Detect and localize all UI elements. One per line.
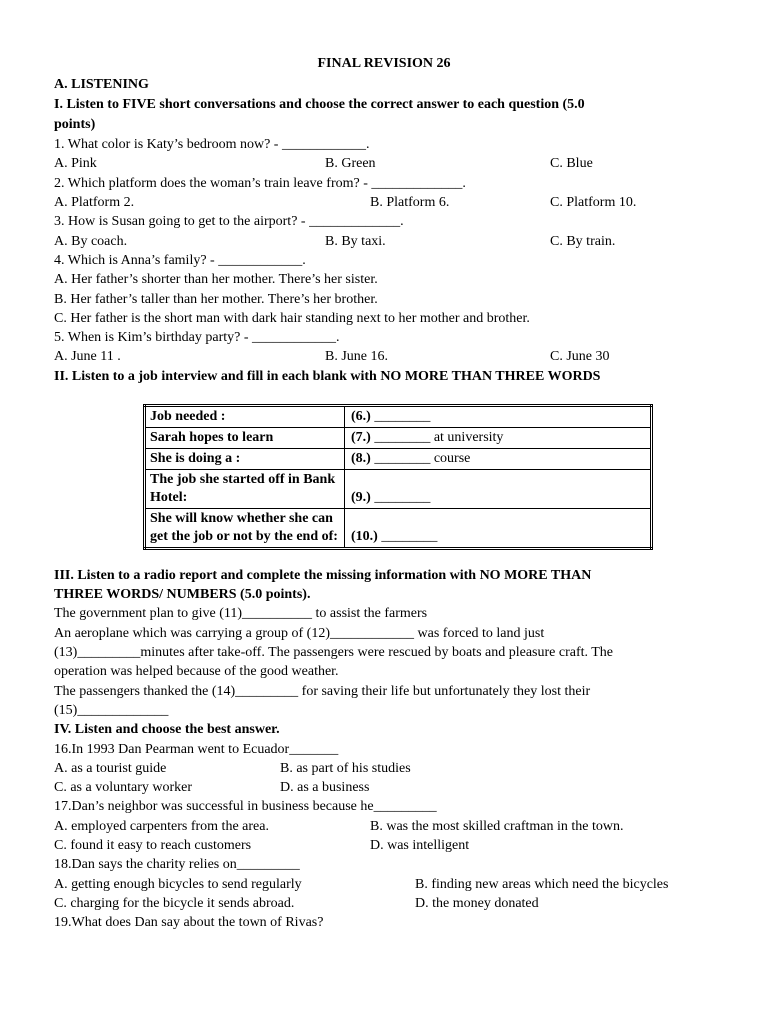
question-16: 16.In 1993 Dan Pearman went to Ecuador_______ <box>54 742 339 757</box>
row-answer <box>345 449 652 470</box>
row-answer <box>345 428 652 449</box>
part-1-heading: I. Listen to FIVE short conversations and choose the correct answer to each question (5.0 <box>54 97 585 112</box>
option-4a: A. Her father’s shorter than her mother. There’s her sister. <box>54 272 378 287</box>
part-3-heading: III. Listen to a radio report and complete the missing information with NO MORE THAN <box>54 568 592 583</box>
option-18b: B. finding new areas which need the bicycles <box>415 877 669 892</box>
report-line-1: The government plan to give (11)__________ to assist the farmers <box>54 606 428 621</box>
blank-number: (7.) <box>351 430 371 445</box>
option-4b: B. Her father’s taller than her mother. There’s her brother. <box>54 292 378 307</box>
option-18a: A. getting enough bicycles to send regularly <box>54 877 302 892</box>
row-label: The job she started off in Bank Hotel: <box>145 470 345 509</box>
row-answer <box>345 406 652 428</box>
row-answer <box>345 470 652 509</box>
part-1-heading-cont: points) <box>54 117 96 132</box>
option-2a: A. Platform 2. <box>54 195 135 210</box>
option-18d: D. the money donated <box>415 896 539 911</box>
option-17c: C. found it easy to reach customers <box>54 838 252 853</box>
part-2-heading: II. Listen to a job interview and fill in each blank with NO MORE THAN THREE WORDS <box>54 369 601 384</box>
question-18: 18.Dan says the charity relies on_________ <box>54 857 300 872</box>
blank-number: (10.) <box>351 529 378 544</box>
table-row <box>145 470 652 509</box>
option-17b: B. was the most skilled craftman in the town. <box>370 819 624 834</box>
answer-blank: ________ <box>374 451 431 466</box>
option-5c: C. June 30 <box>550 349 610 364</box>
question-5: 5. When is Kim’s birthday party? - ____________. <box>54 330 340 345</box>
answer-blank: ________ <box>381 529 438 544</box>
table-row <box>145 509 652 549</box>
table-row <box>145 449 652 470</box>
part-4-heading: IV. Listen and choose the best answer. <box>54 722 280 737</box>
answer-blank: ________ <box>374 490 431 505</box>
blank-number: (8.) <box>351 451 371 466</box>
table-row <box>145 428 652 449</box>
option-17d: D. was intelligent <box>370 838 470 853</box>
option-1c: C. Blue <box>550 156 593 171</box>
question-19: 19.What does Dan say about the town of Rivas? <box>54 915 324 930</box>
report-line-5: The passengers thanked the (14)_________ for saving their life but unfortunately they lost their <box>54 684 591 699</box>
table-row <box>145 406 652 428</box>
question-3: 3. How is Susan going to get to the airport? - _____________. <box>54 214 404 229</box>
report-line-3: (13)_________minutes after take-off. The passengers were rescued by boats and pleasure craft. The <box>54 645 614 660</box>
job-interview-table <box>143 404 653 550</box>
option-16c: C. as a voluntary worker <box>54 780 193 795</box>
option-16b: B. as part of his studies <box>280 761 411 776</box>
option-16d: D. as a business <box>280 780 370 795</box>
option-2b: B. Platform 6. <box>370 195 450 210</box>
question-4: 4. Which is Anna’s family? - ____________. <box>54 253 306 268</box>
page-title: FINAL REVISION 26 <box>317 56 451 71</box>
row-suffix: at university <box>430 430 504 445</box>
answer-blank: ________ <box>374 430 431 445</box>
row-label: Job needed : <box>145 406 345 428</box>
row-label: She is doing a : <box>145 449 345 470</box>
option-1b: B. Green <box>325 156 376 171</box>
row-label: Sarah hopes to learn <box>145 428 345 449</box>
report-line-6: (15)_____________ <box>54 703 169 718</box>
row-answer <box>345 509 652 549</box>
question-2: 2. Which platform does the woman’s train leave from? - _____________. <box>54 176 466 191</box>
row-suffix: course <box>430 451 471 466</box>
blank-number: (9.) <box>351 490 371 505</box>
option-18c: C. charging for the bicycle it sends abroad. <box>54 896 295 911</box>
option-16a: A. as a tourist guide <box>54 761 167 776</box>
option-2c: C. Platform 10. <box>550 195 637 210</box>
answer-blank: ________ <box>374 409 431 424</box>
report-line-4: operation was helped because of the good weather. <box>54 664 339 679</box>
report-line-2: An aeroplane which was carrying a group of (12)____________ was forced to land just <box>54 626 545 641</box>
option-3a: A. By coach. <box>54 234 128 249</box>
option-4c: C. Her father is the short man with dark hair standing next to her mother and brother. <box>54 311 530 326</box>
question-17: 17.Dan’s neighbor was successful in business because he_________ <box>54 799 437 814</box>
option-1a: A. Pink <box>54 156 97 171</box>
option-3b: B. By taxi. <box>325 234 386 249</box>
option-5b: B. June 16. <box>325 349 388 364</box>
option-5a: A. June 11 . <box>54 349 121 364</box>
section-a-heading: A. LISTENING <box>54 77 149 92</box>
option-3c: C. By train. <box>550 234 616 249</box>
row-label: She will know whether she can get the job or not by the end of: <box>145 509 345 549</box>
blank-number: (6.) <box>351 409 371 424</box>
question-1: 1. What color is Katy’s bedroom now? - ____________. <box>54 137 370 152</box>
option-17a: A. employed carpenters from the area. <box>54 819 269 834</box>
part-3-heading-cont: THREE WORDS/ NUMBERS (5.0 points). <box>54 587 311 602</box>
